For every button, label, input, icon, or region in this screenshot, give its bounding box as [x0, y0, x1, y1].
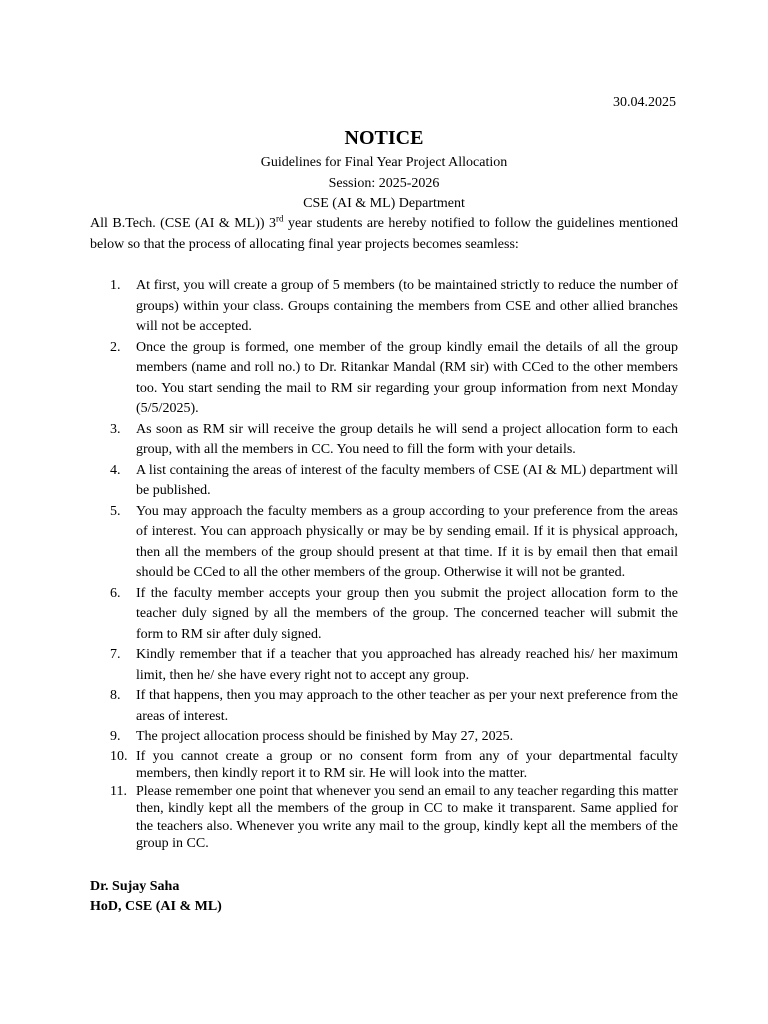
guidelines-list	[90, 276, 678, 853]
guideline-number: 1.	[110, 278, 121, 293]
guideline-item-5	[90, 502, 678, 584]
guideline-number: 4.	[110, 462, 121, 478]
intro-paragraph	[90, 214, 678, 255]
guideline-number: 8.	[110, 688, 121, 703]
guideline-number: 9.	[110, 729, 121, 744]
subheading-session: Session: 2025-2026	[328, 175, 440, 191]
intro-text-end: year students are hereby notified to follow the guidelines mentioned below so that the process of allocating final year projects becomes seamless:	[90, 216, 679, 252]
guideline-item-2	[90, 338, 678, 420]
guideline-text: Kindly remember that if a teacher that you approached has already reached his/ her maximum limit, then he/ she have every right not to accept any group.	[136, 647, 678, 683]
guideline-text: Once the group is formed, one member of the group kindly email the details of all the group members (name and roll no.) to Dr. Ritankar Mandal (RM sir) with CCed to the other members too. You start sending the mail to RM sir regarding your group information from next Monday (5/5/2025).	[136, 339, 678, 416]
signatory-name: Dr. Sujay Saha	[90, 879, 180, 894]
intro-text-start: All B.Tech. (CSE (AI & ML)) 3	[90, 216, 276, 231]
guideline-text: A list containing the areas of interest of the faculty members of CSE (AI & ML) department will be published.	[136, 462, 678, 498]
guideline-item-11	[90, 783, 678, 853]
guideline-number: 7.	[110, 647, 121, 662]
guideline-number: 2.	[110, 339, 121, 355]
guideline-text: Please remember one point that whenever you send an email to any teacher regarding this matter then, kindly kept all the members of the group in CC to make it transparent. Same applied for the teachers also. Whenever you write any mail to the group, kindly kept all the members of the group in CC.	[136, 783, 678, 851]
guideline-number: 11.	[110, 783, 127, 799]
guideline-text: If the faculty member accepts your group then you submit the project allocation form to the teacher duly signed by all the members of the group. The concerned teacher will submit the form to RM sir after duly signed.	[136, 585, 678, 642]
guideline-text: At first, you will create a group of 5 members (to be maintained strictly to reduce the number of groups) within your class. Groups containing the members from CSE and other allied branches will not be accepted.	[136, 278, 678, 334]
guideline-item-7	[90, 645, 678, 686]
guideline-item-3	[90, 420, 678, 461]
notice-subheadings	[0, 153, 768, 215]
guideline-number: 3.	[110, 421, 121, 437]
guideline-text: You may approach the faculty members as a group according to your preference from the areas of interest. You can approach physically or may be by sending email. If it is physical approach, then all the members of the group should present at that time. If it is by email then that email should be CCed to all the other members of the group. Otherwise it will not be granted.	[136, 503, 678, 580]
guideline-item-8	[90, 686, 678, 727]
guideline-item-6	[90, 584, 678, 646]
notice-date: 30.04.2025	[613, 95, 676, 110]
signatory-designation: HoD, CSE (AI & ML)	[90, 899, 222, 914]
guideline-item-4	[90, 461, 678, 502]
guideline-text: As soon as RM sir will receive the group details he will send a project allocation form to each group, with all the members in CC. You need to fill the form with your details.	[136, 421, 678, 457]
guideline-text: If that happens, then you may approach to the other teacher as per your next preference from the areas of interest.	[136, 688, 678, 724]
guideline-item-1	[90, 276, 678, 338]
subheading-guidelines: Guidelines for Final Year Project Allocation	[260, 155, 508, 170]
guideline-item-10	[90, 748, 678, 783]
signature-block	[90, 877, 222, 917]
guideline-text: The project allocation process should be finished by May 27, 2025.	[136, 729, 514, 744]
guideline-text: If you cannot create a group or no consent form from any of your departmental faculty members, then kindly report it to RM sir. He will look into the matter.	[136, 748, 678, 781]
guideline-number: 10.	[110, 748, 128, 764]
notice-title: NOTICE	[344, 127, 424, 149]
guideline-number: 5.	[110, 503, 121, 519]
subheading-department: CSE (AI & ML) Department	[303, 196, 465, 211]
guideline-item-9	[90, 727, 678, 748]
guideline-number: 6.	[110, 585, 121, 601]
intro-ordinal-suffix: rd	[276, 213, 284, 224]
